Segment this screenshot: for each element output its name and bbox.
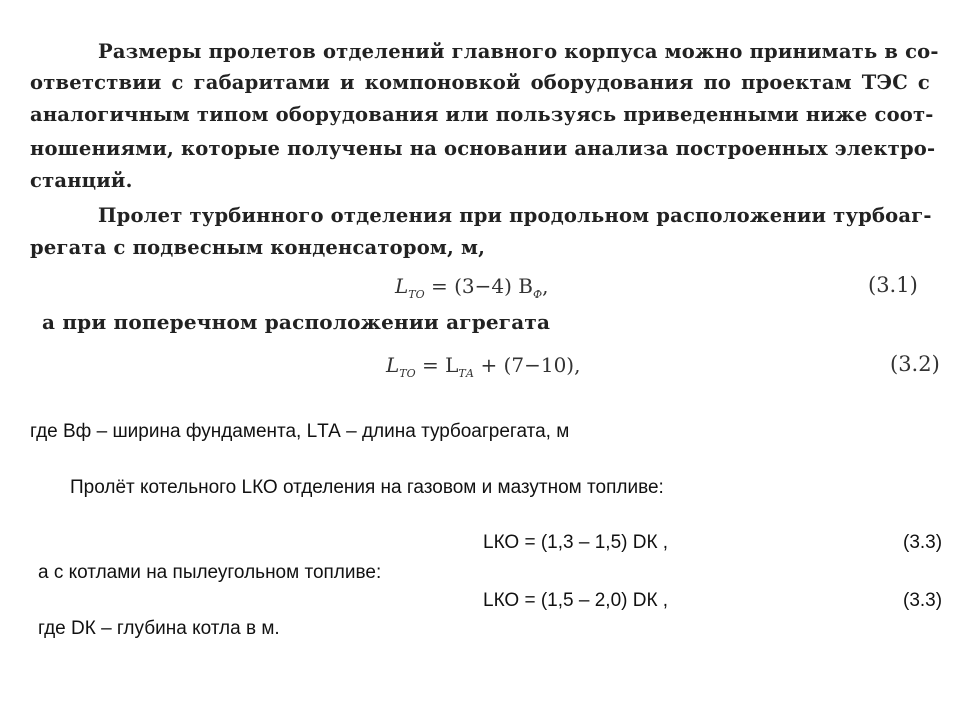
formula-3-2-rhs-sub: ТА (458, 367, 475, 380)
coal-boiler-text: а с котлами на пылеугольном топливе: (38, 562, 382, 583)
formula-3-1-tail: , (542, 274, 549, 298)
formula-3-1-rhs: = (3−4) B (431, 274, 533, 298)
boiler-span-intro: Пролёт котельного LКО отделения на газовом и мазутном топливе: (70, 477, 664, 498)
paragraph-2-line-2: регата с подвесным конденсатором, м, (30, 236, 486, 259)
formula-3-1-rhs-sub: Ф (532, 288, 543, 301)
paragraph-1-line-4: ношениями, которые получены на основании анализа построенных электро- (30, 137, 936, 160)
paragraph-1-line-1: Размеры пролетов отделений главного корпуса можно принимать в со- (98, 40, 939, 63)
formula-3-2-lhs-sub: ТО (399, 367, 416, 380)
formula-3-2 (386, 353, 580, 380)
paragraph-1-line-3: аналогичным типом оборудования или пользуясь приведенными ниже соот- (30, 103, 934, 126)
formula-3-3-gas: LКО = (1,3 – 1,5) DК , (483, 532, 669, 553)
formula-3-2-lhs: L (386, 353, 400, 377)
cross-arrangement-text: а при поперечном расположении агрегата (42, 310, 551, 334)
paragraph-1-line-5: станций. (30, 169, 133, 192)
formula-3-3-coal: LКО = (1,5 – 2,0) DК , (483, 590, 669, 611)
equation-number-3-2: (3.2) (890, 352, 940, 376)
equation-number-3-3-coal: (3.3) (903, 590, 943, 611)
where-definitions-1: где Вф – ширина фундамента, LТА – длина турбоагрегата, м (30, 421, 570, 442)
formula-3-1 (395, 274, 548, 301)
formula-3-1-lhs: L (395, 274, 409, 298)
equation-number-3-1: (3.1) (868, 273, 918, 297)
paragraph-1-line-2: ответствии с габаритами и компоновкой оборудования по проектам ТЭС с (30, 71, 930, 94)
where-definitions-2: где DК – глубина котла в м. (38, 618, 280, 639)
formula-3-1-lhs-sub: ТО (408, 288, 425, 301)
equation-number-3-3-gas: (3.3) (903, 532, 943, 553)
paragraph-2-line-1: Пролет турбинного отделения при продольном расположении турбоаг- (98, 204, 932, 227)
formula-3-2-rhs: = L (422, 353, 459, 377)
formula-3-2-tail: + (7−10), (480, 353, 581, 377)
